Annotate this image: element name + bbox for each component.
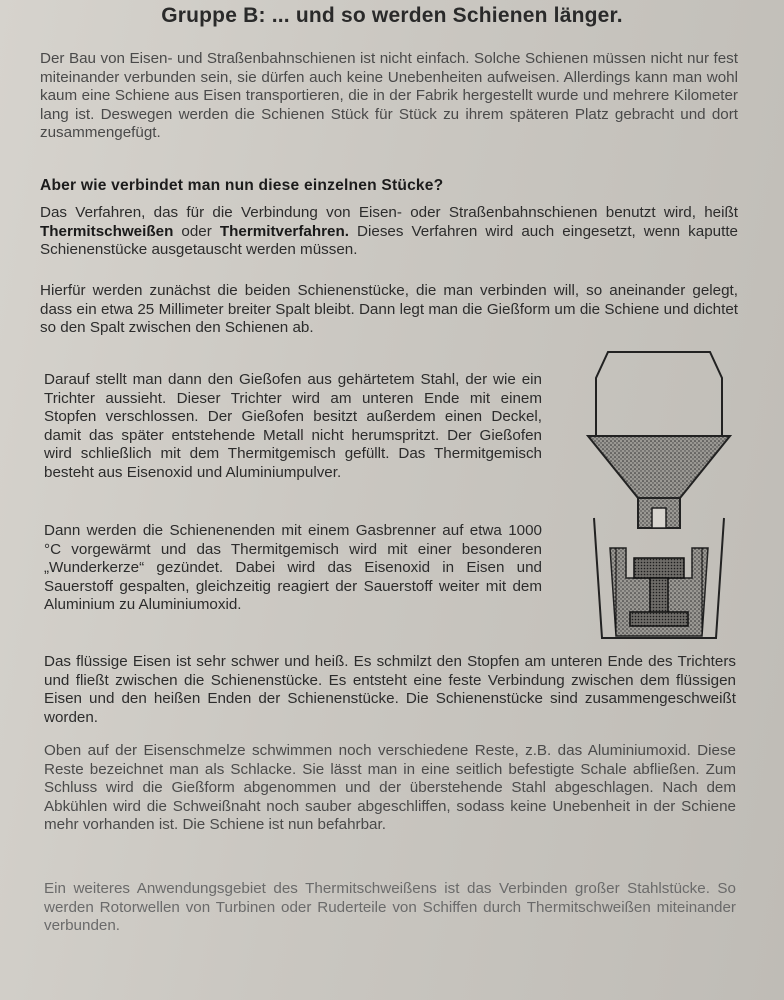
rail-foot [630, 612, 688, 626]
furnace-paragraph: Darauf stellt man dann den Gießofen aus gehärtetem Stahl, der wie ein Trichter aussieht. Dieser Trichter wird am unteren Ende mit einem Stopfen verschlossen. Der Gießofen besitzt außerdem einen Deckel, damit das später entstehende Metall nicht herumspritzt. Der Gießofen wird schließlich mit dem Thermitgemisch gefüllt. Das Thermitgemisch besteht aus Eisenoxid und Aluminiumpulver. [44, 371, 542, 481]
molten-iron-paragraph: Das flüssige Eisen ist sehr schwer und heiß. Es schmilzt den Stopfen am unteren Ende des Trichters und fließt zwischen die Schienenstücke. Es entsteht eine feste Verbindung zwischen dem flüssigen Eisen und den heißen Enden der Schienenstücke. Die Schienenstücke sind zusammengeschweißt worden. [44, 653, 736, 726]
page-title: Gruppe B: ... und so werden Schienen länger. [161, 4, 623, 27]
method-paragraph [40, 204, 738, 260]
furnace-lid [596, 352, 722, 436]
method-text-3: Dieses Verfahren wird auch eingesetzt, wenn kaputte Schienenstücke ausgetauscht werden müssen. [40, 222, 738, 259]
thermit-welding-diagram [586, 348, 732, 640]
method-text-1: Das Verfahren, das für die Verbindung von Eisen- oder Straßenbahnschienen benutzt wird, heißt [40, 204, 738, 221]
rail-head [634, 558, 684, 578]
term-thermitverfahren: Thermitverfahren. [219, 222, 349, 240]
term-thermitschweissen: Thermitschweißen [40, 222, 174, 240]
slag-paragraph: Oben auf der Eisenschmelze schwimmen noch verschiedene Reste, z.B. das Aluminiumoxid. Diese Reste bezeichnet man als Schlacke. Sie lässt man in eine seitlich befestigte Schale abfließen. Zum Schluss wird die Gießform abgenommen und der überstehende Stahl abgeschlagen. Nach dem Abkühlen wird die Schweißnaht noch sauber abgeschliffen, sodass keine Unebenheit in der Schiene mehr vorhanden ist. Die Schiene ist nun befahrbar. [44, 742, 736, 834]
method-text-2: oder [173, 222, 220, 240]
thermite-mixture [588, 436, 730, 498]
ignition-paragraph: Dann werden die Schienenenden mit einem Gasbrenner auf etwa 1000 °C vorgewärmt und das Thermitgemisch wird mit einer besonderen „Wunderkerze“ gezündet. Dabei wird das Eisenoxid in Eisen und Sauerstoff gespalten, gleichzeitig reagiert der Sauerstoff weiter mit dem Aluminium zu Aluminiumoxid. [44, 522, 542, 614]
intro-paragraph: Der Bau von Eisen- und Straßenbahnschienen ist nicht einfach. Solche Schienen müssen nicht nur fest miteinander verbunden sein, sie dürfen auch keine Unebenheiten aufweisen. Allerdings kann man wohl kaum eine Schiene aus Eisen transportieren, die in der Fabrik hergestellt wurde und mehrere Kilometer lang ist. Deswegen werden die Schienen Stück für Stück zu ihrem späteren Platz gebracht und dort zusammengefügt. [40, 50, 738, 142]
plug [652, 508, 666, 528]
rail-web [650, 578, 668, 614]
question-heading: Aber wie verbindet man nun diese einzelnen Stücke? [40, 177, 444, 194]
application-paragraph: Ein weiteres Anwendungsgebiet des Thermitschweißens ist das Verbinden großer Stahlstücke. So werden Rotorwellen von Turbinen oder Ruderteile von Schiffen durch Thermitschweißen miteinander verbunden. [44, 880, 736, 935]
preparation-paragraph: Hierfür werden zunächst die beiden Schienenstücke, die man verbinden will, so aneinander gelegt, dass ein etwa 25 Millimeter breiter Spalt bleibt. Dann legt man die Gießform um die Schiene und dichtet so den Spalt zwischen den Schienen ab. [40, 282, 738, 337]
